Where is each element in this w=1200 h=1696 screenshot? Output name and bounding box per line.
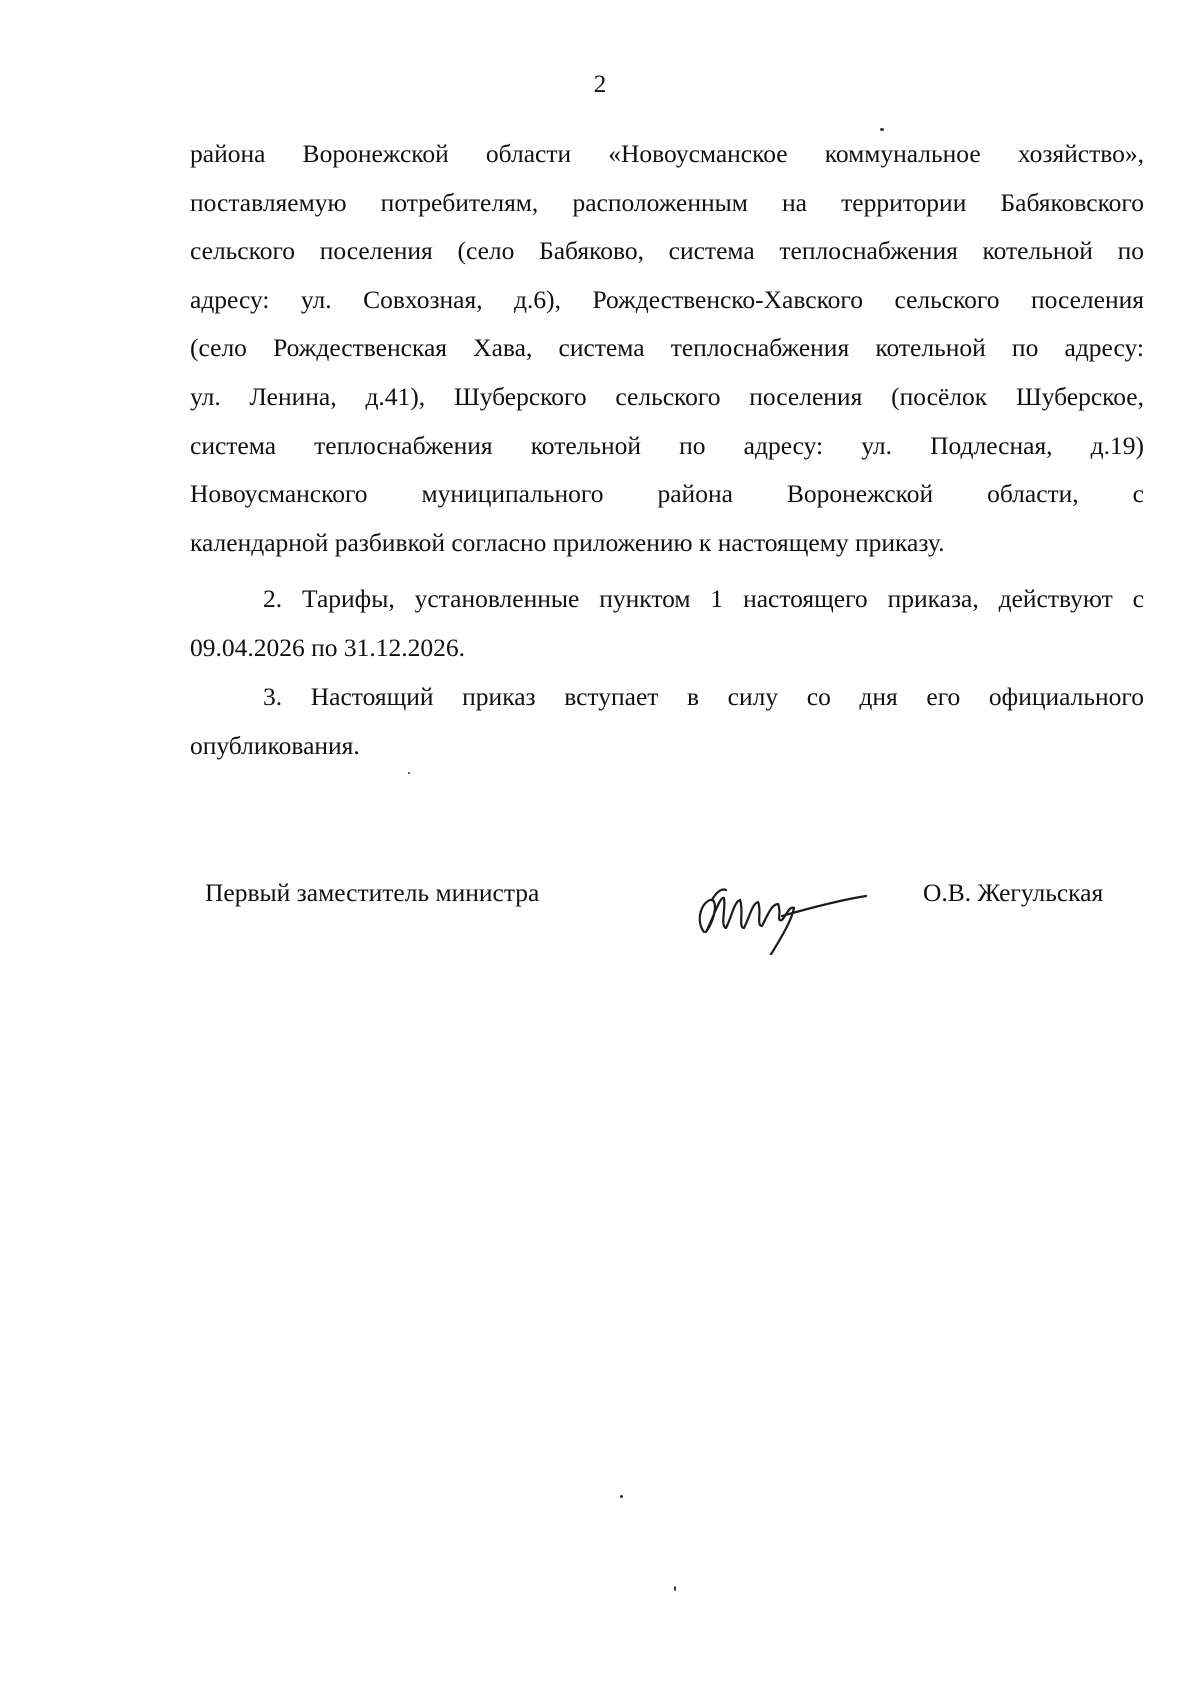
- scan-speck: [408, 772, 410, 774]
- paragraph-1-line: района Воронежской области «Новоусманское коммунальное хозяйство»,: [190, 139, 1144, 168]
- paragraph-1-line: адресу: ул. Совхозная, д.6), Рождественско-Хавского сельского поселения: [190, 284, 1144, 314]
- paragraph-1-line: ул. Ленина, д.41), Шуберского сельского поселения (посёлок Шуберское,: [190, 381, 1144, 411]
- paragraph-3-line: опубликования.: [190, 730, 360, 760]
- handwritten-signature: [690, 870, 870, 955]
- signature-block: [0, 870, 1200, 980]
- paragraph-2-line: 09.04.2026 по 31.12.2026.: [190, 632, 466, 662]
- paragraph-1: [190, 130, 1144, 567]
- paragraph-1-line: сельского поселения (село Бабяково, система теплоснабжения котельной по: [190, 236, 1144, 266]
- paragraph-3: [190, 673, 1144, 770]
- scan-speck: [620, 1495, 623, 1498]
- paragraph-1-line: (село Рождественская Хава, система теплоснабжения котельной по адресу:: [190, 333, 1144, 363]
- scan-speck: [880, 128, 884, 131]
- paragraph-1-line: система теплоснабжения котельной по адресу: ул. Подлесная, д.19): [190, 430, 1144, 460]
- paragraph-3-line: 3. Настоящий приказ вступает в силу со дня его официального: [263, 682, 1144, 711]
- signer-position: Первый заместитель министра: [205, 878, 540, 907]
- paragraph-2-line: 2. Тарифы, установленные пунктом 1 настоящего приказа, действуют с: [263, 584, 1144, 613]
- signer-name: О.В. Жегульская: [923, 878, 1104, 907]
- scan-speck: [674, 1586, 676, 1591]
- page-number: 2: [593, 71, 607, 98]
- paragraph-2: [190, 575, 1144, 672]
- paragraph-1-line: Новоусманского муниципального района Воронежской области, с: [190, 479, 1144, 509]
- paragraph-1-line: поставляемую потребителям, расположенным на территории Бабяковского: [190, 187, 1144, 217]
- paragraph-1-line: календарной разбивкой согласно приложению к настоящему приказу.: [190, 527, 945, 557]
